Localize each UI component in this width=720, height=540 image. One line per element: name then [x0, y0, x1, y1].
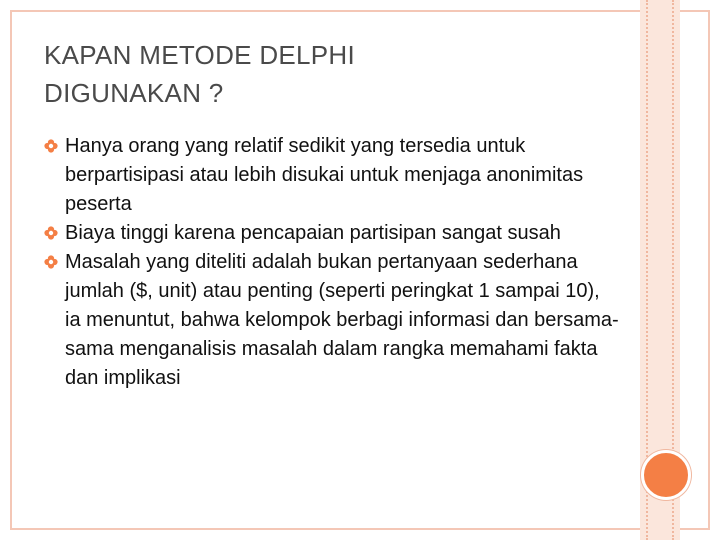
flower-bullet-icon: [44, 226, 58, 240]
bullet-text: Biaya tinggi karena pencapaian partisipan sangat susah: [65, 222, 561, 244]
flower-bullet-icon: [44, 255, 58, 269]
bullet-text: Hanya orang yang relatif sedikit yang tersedia untuk berpartisipasi atau lebih disukai untuk menjaga anonimitas peserta: [65, 135, 584, 215]
bullet-text: Masalah yang diteliti adalah bukan pertanyaan sederhana jumlah ($, unit) atau penting (seperti peringkat 1 sampai 10), ia menuntut, bahwa kelompok berbagi informasi dan bersama-sama menganalisis masalah dalam rangka memahami fakta dan implikasi: [65, 251, 619, 389]
bullet-list: [44, 132, 619, 393]
bullet-item: [44, 248, 619, 393]
flower-bullet-icon: [44, 139, 58, 153]
bullet-item: [44, 219, 619, 248]
slide-title-line-1: KAPAN METODE DELPHI: [44, 40, 356, 70]
decorative-circle: [641, 450, 691, 500]
slide-title: [44, 36, 604, 112]
bullet-item: [44, 132, 619, 219]
slide-title-line-2: DIGUNAKAN ?: [44, 78, 224, 108]
